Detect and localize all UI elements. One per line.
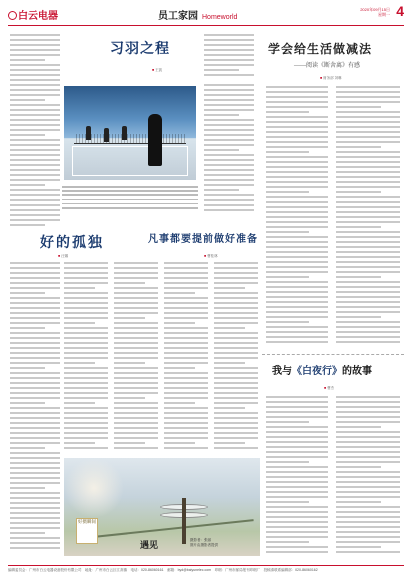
page-footer: 编辑委员会：广州市白云电器设备股份有限公司 地址：广州市白云区江高镇 电话：020-86060161 邮箱：byd@baiyunelec.com 印刷：广州市邮局报刊印刷厂 投稿请联系编辑部：020-86060162 [8,565,404,573]
article-title: 习羽之程 [110,41,170,57]
masthead [8,4,404,26]
player-foreground [148,114,162,166]
photo-title: 遇见 [140,541,159,551]
date-text: 2020年09月15日 [360,7,390,12]
article-text-column [114,262,158,452]
section-title [158,7,237,22]
article-text-column [214,262,258,452]
section-name: 员工家园 [158,11,198,22]
court-lines [72,146,188,176]
weekday-text: 星期一 [378,12,390,17]
logo-text: 白云电器 [18,11,58,22]
photo-column-tag: 好摄瞬间 [76,518,98,544]
player [122,126,127,140]
article-title: 凡事都要提前做好准备 [148,234,258,245]
logo-circle-icon [8,11,17,20]
dragonfly-body [182,498,186,544]
article-text-column [266,86,328,348]
photo-note: 图片由摄影者提供 [190,542,218,547]
dragonfly-photo [64,458,260,556]
photographer: 摄影者：张丽 [190,538,211,542]
article-byline: ■ 曹桂林 [204,254,218,259]
article-text-column [336,86,400,348]
article-text-column [336,396,400,554]
photo-credit [190,538,252,547]
article-text-column [204,84,254,216]
article-title [272,362,372,377]
article-byline: ■ 曹杰 [324,386,334,391]
article-text-column [64,262,108,452]
article-title: 学会给生活做减法 [268,42,373,56]
article-title: 好的孤独 [40,235,104,251]
page-number: 4 [396,3,404,19]
newspaper-logo [8,7,58,22]
player [86,126,91,140]
article-text-column [10,34,60,230]
article-byline: ■ 汪娜 [58,254,68,259]
article-text-column [10,262,60,554]
bokeh [64,458,124,518]
badminton-photo [64,86,196,180]
article-byline: ■ 王凯 [152,68,162,73]
photo-caption-text [62,186,198,216]
title-part: 的故事 [342,366,372,377]
article-text-column [204,34,254,80]
article-text-column [164,262,208,452]
section-name-en: Homeworld [202,14,238,21]
player [104,128,109,142]
article-text-column [266,396,328,554]
title-part: 我与 [272,366,292,377]
article-byline: ■ 财务部 刘琳 [320,76,342,81]
divider [262,354,404,355]
article-subtitle: ——阅读《断舍离》有感 [294,63,361,69]
plant-stem [84,519,253,538]
title-book-name: 《白夜行》 [292,366,342,377]
issue-date [360,7,390,17]
